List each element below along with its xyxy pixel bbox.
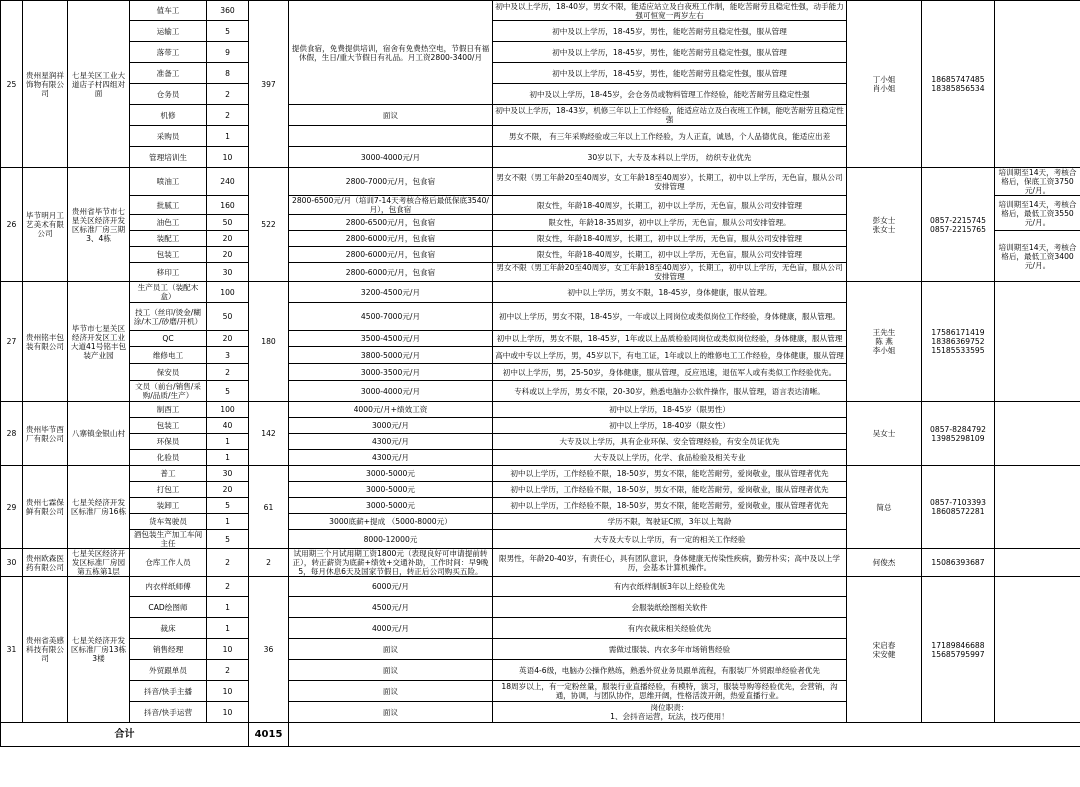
- job-salary: 4300元/月: [289, 450, 493, 466]
- job-count: 30: [207, 466, 249, 482]
- company-phone: 0857-7103393 18608572281: [922, 466, 995, 549]
- job-requirements: 高中或中专以上学历，男，45岁以下，有电工证，1年或以上的维修电工工作经验，身体健康，服从管理: [493, 347, 847, 364]
- job-count: 100: [207, 282, 249, 303]
- job-salary: 面议: [289, 639, 493, 660]
- job-title: 酒包装生产加工车间主任: [130, 530, 207, 549]
- job-salary: 3000-5000元: [289, 466, 493, 482]
- job-salary: 提供食宿，免费提供培训，宿舍有免费热空电，节假日有福休假，生日/重大节假日有礼品。月工资2800-3400/月: [289, 1, 493, 105]
- job-title: 装配工: [130, 231, 207, 247]
- job-title: 喷油工: [130, 168, 207, 196]
- company-address: 七星关经济开发区标准厂房16栋: [68, 466, 130, 549]
- total-value: 4015: [249, 723, 289, 747]
- job-requirements: 初中及以上学历，18-45岁，会仓务员或物料管理工作经验，能吃苦耐劳且稳定性强: [493, 84, 847, 105]
- job-title: 包装工: [130, 247, 207, 263]
- job-salary: 3200-4500元/月: [289, 282, 493, 303]
- company-number: 30: [1, 549, 23, 577]
- job-salary: 2800-6500元/月（培训7-14天考核合格后最低保底3540/月），包食宿: [289, 196, 493, 215]
- job-title: 生产员工（装配木盒）: [130, 282, 207, 303]
- job-salary: 试用期三个月试用期工资1800元（表现良好可申请提前转正），转正薪资为底薪+绩效+交通补助，工作时间：早9晚5，每月休息6天及国家节假日，转正后公司购买五险。: [289, 549, 493, 577]
- job-count: 2: [207, 84, 249, 105]
- job-count: 1: [207, 450, 249, 466]
- job-count: 3: [207, 347, 249, 364]
- company-phone: 15086393687: [922, 549, 995, 577]
- job-requirements: 大专及以上学历，具有企业环保、安全管理经验，有安全员证优先: [493, 434, 847, 450]
- company-total: 36: [249, 577, 289, 723]
- job-requirements: 大专及以上学历，化学、食品检验及相关专业: [493, 450, 847, 466]
- job-requirements: 初中及以上学历，18-43岁，机修三年以上工作经验，能适应站立及白夜班工作制，能吃苦耐劳且稳定性强: [493, 105, 847, 126]
- job-count: 9: [207, 42, 249, 63]
- job-count: 360: [207, 1, 249, 21]
- job-count: 10: [207, 639, 249, 660]
- job-requirements: 初中以上学历，工作经验不限，18-50岁，男女不限，能吃苦耐劳，爱岗敬业，服从管理者优先: [493, 482, 847, 498]
- job-salary: 2800-7000元/月，包食宿: [289, 168, 493, 196]
- job-note: [995, 466, 1080, 549]
- job-requirements: 男女不限（男工年龄20至40周岁，女工年龄18至40周岁），长期工，初中以上学历，无色盲，服从公司安排管理: [493, 168, 847, 196]
- job-count: 2: [207, 105, 249, 126]
- job-salary: 3000元/月: [289, 418, 493, 434]
- company-total: 142: [249, 402, 289, 466]
- job-requirements: 初中以上学历，18-45岁（限男性）: [493, 402, 847, 418]
- job-requirements: 会服装纸绘图相关软件: [493, 597, 847, 618]
- company-number: 26: [1, 168, 23, 282]
- job-count: 20: [207, 331, 249, 347]
- company-name: 贵州欧森医药有限公司: [23, 549, 68, 577]
- company-name: 贵州铭丰包装有限公司: [23, 282, 68, 402]
- job-count: 10: [207, 147, 249, 168]
- company-address: 毕节市七星关区经济开发区工业大道41号铭丰包装产业园: [68, 282, 130, 402]
- job-count: 1: [207, 126, 249, 147]
- company-total: 61: [249, 466, 289, 549]
- job-title: 销售经理: [130, 639, 207, 660]
- company-contact: 简总: [847, 466, 922, 549]
- job-title: 环保员: [130, 434, 207, 450]
- job-title: 内衣样纸师傅: [130, 577, 207, 597]
- job-title: 准备工: [130, 63, 207, 84]
- job-count: 1: [207, 597, 249, 618]
- job-salary: 2800-6500元/月，包食宿: [289, 215, 493, 231]
- job-title: QC: [130, 331, 207, 347]
- job-title: 落带工: [130, 42, 207, 63]
- job-salary: 3800-5000元/月: [289, 347, 493, 364]
- job-note: [995, 577, 1080, 723]
- job-count: 20: [207, 482, 249, 498]
- job-title: 采购员: [130, 126, 207, 147]
- job-title: 普工: [130, 466, 207, 482]
- job-note: [995, 1, 1080, 168]
- company-address: 七星关区经济开发区标准厂房园第五栋第1层: [68, 549, 130, 577]
- job-count: 50: [207, 303, 249, 331]
- company-contact: 宋启春 宋安健: [847, 577, 922, 723]
- job-requirements: 限女性，年龄18-40周岁，长期工，初中以上学历，无色盲，服从公司安排管理: [493, 196, 847, 215]
- company-contact: 何俊杰: [847, 549, 922, 577]
- job-count: 100: [207, 402, 249, 418]
- job-count: 1: [207, 618, 249, 639]
- job-salary: 面议: [289, 660, 493, 681]
- job-note: 培训期至14天，考核合格后，保底工资3750元/月。: [995, 168, 1080, 196]
- job-count: 10: [207, 702, 249, 723]
- job-count: 160: [207, 196, 249, 215]
- job-count: 2: [207, 660, 249, 681]
- job-salary: 面议: [289, 105, 493, 126]
- job-requirements: 学历不限，驾驶证C照，3年以上驾龄: [493, 514, 847, 530]
- job-salary: 2800-6000元/月，包食宿: [289, 263, 493, 282]
- company-contact: 丁小姐 肖小姐: [847, 1, 922, 168]
- job-requirements: 岗位职责： 1、会抖音运营，玩法，技巧使用！: [493, 702, 847, 723]
- job-count: 20: [207, 231, 249, 247]
- job-salary: 8000-12000元: [289, 530, 493, 549]
- job-salary: 3000-4000元/月: [289, 381, 493, 402]
- job-note: [995, 282, 1080, 402]
- job-count: 5: [207, 381, 249, 402]
- company-total: 2: [249, 549, 289, 577]
- company-phone: 17586171419 18386369752 15185533595: [922, 282, 995, 402]
- job-requirements: 初中以上学历，工作经验不限，18-50岁，男女不限，能吃苦耐劳，爱岗敬业，服从管理者优先: [493, 466, 847, 482]
- job-count: 40: [207, 418, 249, 434]
- company-address: 贵州省毕节市七星关区经济开发区标准厂房三期3、4栋: [68, 168, 130, 282]
- table-row: [1, 402, 1080, 418]
- job-count: 1: [207, 514, 249, 530]
- company-name: 贵州省美感科技有限公司: [23, 577, 68, 723]
- job-title: 管理培训生: [130, 147, 207, 168]
- table-row: [1, 1, 1080, 21]
- job-requirements: 初中及以上学历，18-45岁，男性，能吃苦耐劳且稳定性强，服从管理: [493, 21, 847, 42]
- total-row: [1, 723, 1080, 747]
- job-title: 装卸工: [130, 498, 207, 514]
- company-name: 贵州星润祥饰物有限公司: [23, 1, 68, 168]
- company-phone: 0857-8284792 13985298109: [922, 402, 995, 466]
- job-count: 2: [207, 364, 249, 381]
- company-number: 29: [1, 466, 23, 549]
- company-address: 七星关区工业大道店子村四组对面: [68, 1, 130, 168]
- company-phone: 0857-2215745 0857-2215765: [922, 168, 995, 282]
- company-phone: 18685747485 18385856534: [922, 1, 995, 168]
- job-note: [995, 549, 1080, 577]
- job-title: 打包工: [130, 482, 207, 498]
- company-phone: 17189846688 15685795997: [922, 577, 995, 723]
- job-title: 保安员: [130, 364, 207, 381]
- job-requirements: 初中及以上学历，18-40岁，男女不限，能适应站立及白夜班工作制，能吃苦耐劳且稳定性强，动手能力强可恒宽一两岁左右: [493, 1, 847, 21]
- job-requirements: 初中以上学历，男，25-50岁，身体健康，服从管理，反应迅速，退伍军人或有类似工作经验优先。: [493, 364, 847, 381]
- job-requirements: 初中及以上学历，18-45岁，男性，能吃苦耐劳且稳定性强，服从管理: [493, 63, 847, 84]
- company-contact: 吴女士: [847, 402, 922, 466]
- job-requirements: 限男性，年龄20-40岁，有责任心，具有团队意识，身体健康无传染性疾病，勤劳朴实；高中及以上学历，会基本计算机操作。: [493, 549, 847, 577]
- job-count: 20: [207, 247, 249, 263]
- total-label: 合计: [1, 723, 249, 747]
- job-salary: 面议: [289, 681, 493, 702]
- job-requirements: 初中及以上学历，18-45岁，男性，能吃苦耐劳且稳定性强，服从管理: [493, 42, 847, 63]
- job-title: 维修电工: [130, 347, 207, 364]
- job-salary: 4000元/月: [289, 618, 493, 639]
- job-requirements: 初中以上学历，男女不限，18-45岁，1年或以上品质检验同岗位或类似岗位经验，身体健康，服从管理: [493, 331, 847, 347]
- job-title: 包装工: [130, 418, 207, 434]
- job-salary: 4000元/月+绩效工资: [289, 402, 493, 418]
- job-count: 2: [207, 549, 249, 577]
- company-number: 27: [1, 282, 23, 402]
- job-note: [995, 402, 1080, 466]
- job-salary: 3500-4500元/月: [289, 331, 493, 347]
- company-total: 180: [249, 282, 289, 402]
- job-requirements: 有内衣纸样制版3年以上经验优先: [493, 577, 847, 597]
- job-title: 油色工: [130, 215, 207, 231]
- job-title: 抖音/快手运营: [130, 702, 207, 723]
- job-requirements: 限女性，年龄18-40周岁，长期工，初中以上学历，无色盲，服从公司安排管理: [493, 247, 847, 263]
- job-title: 货车驾驶员: [130, 514, 207, 530]
- job-title: 仓务员: [130, 84, 207, 105]
- job-salary: 2800-6000元/月，包食宿: [289, 247, 493, 263]
- job-requirements: 有内衣裁床相关经验优先: [493, 618, 847, 639]
- job-title: 仓库工作人员: [130, 549, 207, 577]
- job-count: 5: [207, 498, 249, 514]
- job-requirements: 18周岁以上，有一定粉丝量，服装行业直播经验，有模特，演习，服装导购等经验优先，会营销，沟通，协调，与团队协作，思维开阔，性格活泼开朗，热爱直播行业。: [493, 681, 847, 702]
- table-row: [1, 168, 1080, 196]
- company-total: 522: [249, 168, 289, 282]
- job-salary: 3000-3500元/月: [289, 364, 493, 381]
- company-number: 28: [1, 402, 23, 466]
- job-title: 技工（丝印/烫金/糊涂/木工/砂磨/开机）: [130, 303, 207, 331]
- job-title: 化验员: [130, 450, 207, 466]
- job-title: 批腻工: [130, 196, 207, 215]
- job-requirements: 男女不限（男工年龄20至40周岁，女工年龄18至40周岁），长期工，初中以上学历，无色盲，服从公司安排管理: [493, 263, 847, 282]
- job-note: 培训期至14天，考核合格后，最低工资3400元/月。: [995, 231, 1080, 282]
- company-name: 毕节明月工艺美术有限公司: [23, 168, 68, 282]
- company-name: 贵州七霖保鲜有限公司: [23, 466, 68, 549]
- job-requirements: 英语4-6级，电脑办公操作熟练，熟悉外贸业务员跟单流程，有服装厂外贸跟单经验者优先: [493, 660, 847, 681]
- job-requirements: 初中以上学历，18-40岁（限女性）: [493, 418, 847, 434]
- job-note: 培训期至14天，考核合格后，最低工资3550元/月。: [995, 196, 1080, 231]
- company-total: 397: [249, 1, 289, 168]
- table-row: [1, 577, 1080, 597]
- job-title: CAD绘图师: [130, 597, 207, 618]
- job-title: 裁床: [130, 618, 207, 639]
- job-title: 运输工: [130, 21, 207, 42]
- job-title: 抖音/快手主播: [130, 681, 207, 702]
- job-count: 5: [207, 21, 249, 42]
- job-salary: 3000-5000元: [289, 482, 493, 498]
- job-requirements: 专科或以上学历，男女不限，20-30岁，熟悉电脑办公软件操作，服从管理，语言表达清晰。: [493, 381, 847, 402]
- company-address: 八寨镇金银山村: [68, 402, 130, 466]
- table-row: [1, 549, 1080, 577]
- job-count: 8: [207, 63, 249, 84]
- job-title: 机修: [130, 105, 207, 126]
- job-salary: 3000-4000元/月: [289, 147, 493, 168]
- total-blank: [289, 723, 1080, 747]
- company-contact: 王先生 陈 燕 李小姐: [847, 282, 922, 402]
- job-salary: 3000底薪+提成 （5000-8000元）: [289, 514, 493, 530]
- job-salary: 3000-5000元: [289, 498, 493, 514]
- job-count: 5: [207, 530, 249, 549]
- job-requirements: 30岁以下，大专及本科以上学历， 纺织专业优先: [493, 147, 847, 168]
- job-count: 1: [207, 434, 249, 450]
- job-requirements: 限女性，年龄18-40周岁，长期工，初中以上学历，无色盲，服从公司安排管理: [493, 231, 847, 247]
- company-name: 贵州毕节酉厂有限公司: [23, 402, 68, 466]
- table-row: [1, 282, 1080, 303]
- job-requirements: 初中以上学历，男女不限，18-45岁，身体健康，服从管理。: [493, 282, 847, 303]
- job-title: 文员（前台/销售/采购/品质/生产）: [130, 381, 207, 402]
- job-salary: 面议: [289, 702, 493, 723]
- job-count: 10: [207, 681, 249, 702]
- job-requirements: 需做过服装、内衣多年市场销售经验: [493, 639, 847, 660]
- job-title: 值车工: [130, 1, 207, 21]
- job-salary: 6000元/月: [289, 577, 493, 597]
- job-requirements: 男女不限， 有三年采购经验或三年以上工作经验，为人正直，诚恳，个人品德优良，能适应出差: [493, 126, 847, 147]
- job-salary: 4500元/月: [289, 597, 493, 618]
- job-requirements: 限女性，年龄18-35周岁，初中以上学历，无色盲，服从公司安排管理。: [493, 215, 847, 231]
- job-salary: 4300元/月: [289, 434, 493, 450]
- job-requirements: 初中以上学历，工作经验不限，18-50岁，男女不限，能吃苦耐劳，爱岗敬业，服从管理者优先: [493, 498, 847, 514]
- table-row: [1, 466, 1080, 482]
- job-count: 240: [207, 168, 249, 196]
- job-salary: 2800-6000元/月，包食宿: [289, 231, 493, 247]
- job-count: 2: [207, 577, 249, 597]
- company-contact: 彭女士 张女士: [847, 168, 922, 282]
- job-count: 50: [207, 215, 249, 231]
- job-title: 外贸跟单员: [130, 660, 207, 681]
- job-requirements: 大专及大专以上学历，有一定的相关工作经验: [493, 530, 847, 549]
- job-salary: [289, 126, 493, 147]
- company-address: 七星关经济开发区标准厂房13栋3楼: [68, 577, 130, 723]
- job-requirements: 初中以上学历，男女不限，18-45岁，一年或以上同岗位或类似岗位工作经验，身体健康，服从管理。: [493, 303, 847, 331]
- job-count: 30: [207, 263, 249, 282]
- job-salary: 4500-7000元/月: [289, 303, 493, 331]
- company-number: 31: [1, 577, 23, 723]
- company-number: 25: [1, 1, 23, 168]
- job-title: 制酉工: [130, 402, 207, 418]
- job-title: 移印工: [130, 263, 207, 282]
